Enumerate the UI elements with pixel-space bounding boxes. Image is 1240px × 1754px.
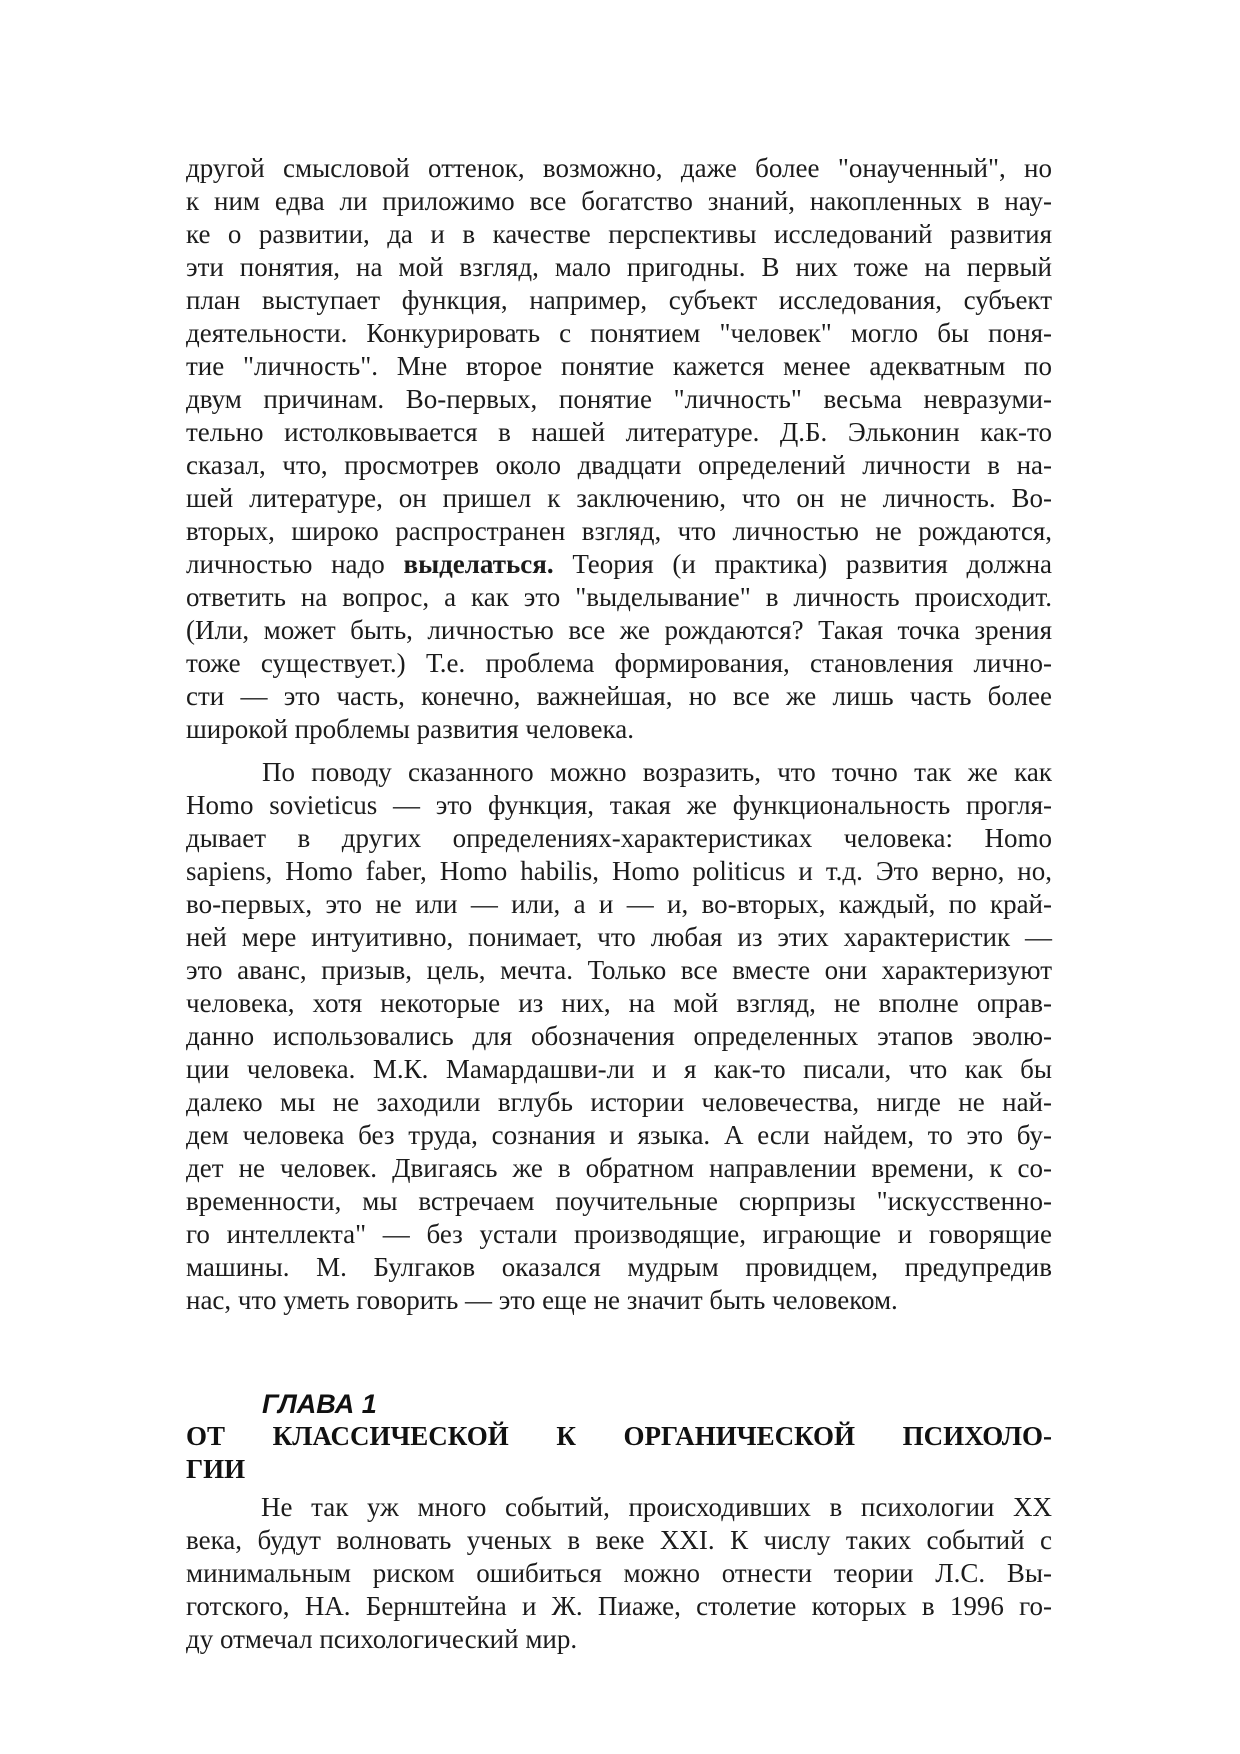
text-line: эти понятия, на мой взгляд, мало пригодны. В них тоже на первый xyxy=(186,252,1052,282)
text-line: вторых, широко распространен взгляд, что личностью не рождаются, xyxy=(186,516,1052,546)
text-line: это аванс, призыв, цель, мечта. Только все вместе они характеризуют xyxy=(186,955,1052,985)
bold-emphasis: выделаться. xyxy=(403,549,554,579)
text-line: тельно истолковывается в нашей литературе. Д.Б. Эльконин как-то xyxy=(186,417,1052,447)
text-line: Homo sovieticus — это функция, такая же функциональность прогля- xyxy=(186,790,1052,820)
text-line: тие "личность". Мне второе понятие кажется менее адекватным по xyxy=(186,351,1052,381)
text-line: машины. М. Булгаков оказался мудрым провидцем, предупредив xyxy=(186,1252,1052,1282)
paragraph-homo xyxy=(186,756,1052,1317)
chapter-title-line: ОТ КЛАССИЧЕСКОЙ К ОРГАНИЧЕСКОЙ ПСИХОЛО- xyxy=(186,1421,1052,1451)
text-line: дет не человек. Двигаясь же в обратном направлении времени, к со- xyxy=(186,1153,1052,1183)
text-line: века, будут волновать ученых в веке XXI. К числу таких событий с xyxy=(186,1525,1052,1555)
text-line: широкой проблемы развития человека. xyxy=(186,714,634,744)
text-line: По поводу сказанного можно возразить, что точно так же как xyxy=(262,757,1052,787)
text-line: sapiens, Homo faber, Homo habilis, Homo politicus и т.д. Это верно, но, xyxy=(186,856,1052,886)
text-line: ответить на вопрос, а как это "выделывание" в личность происходит. xyxy=(186,582,1052,612)
text-line: (Или, может быть, личностью все же рождаются? Такая точка зрения xyxy=(186,615,1052,645)
text-line: нас, что уметь говорить — это еще не значит быть человеком. xyxy=(186,1285,898,1315)
text-run: Теория (и практика) развития должна xyxy=(553,549,1053,579)
text-line: дывает в других определениях-характеристиках человека: Homo xyxy=(186,823,1052,853)
text-line: минимальным риском ошибиться можно отнести теории Л.С. Вы- xyxy=(186,1558,1052,1588)
text-line: ду отмечал психологический мир. xyxy=(186,1624,578,1654)
chapter-title xyxy=(186,1420,1052,1486)
text-line: Не так уж много событий, происходивших в психологии XX xyxy=(261,1492,1052,1522)
text-line: ней мере интуитивно, понимает, что любая из этих характеристик — xyxy=(186,922,1052,952)
text-line: шей литературе, он пришел к заключению, что он не личность. Во- xyxy=(186,483,1052,513)
paragraph-chapter-intro xyxy=(186,1491,1052,1656)
text-line: ке о развитии, да и в качестве перспективы исследований развития xyxy=(186,219,1052,249)
text-line: сказал, что, просмотрев около двадцати определений личности в на- xyxy=(186,450,1052,480)
text-line: дем человека без труда, сознания и языка. А если найдем, то это бу- xyxy=(186,1120,1052,1150)
chapter-label: ГЛАВА 1 xyxy=(262,1389,377,1419)
text-line: ции человека. М.К. Мамардашви-ли и я как-то писали, что как бы xyxy=(186,1054,1052,1084)
text-line: план выступает функция, например, субъект исследования, субъект xyxy=(186,285,1052,315)
text-line: временности, мы встречаем поучительные сюрпризы "искусственно- xyxy=(186,1186,1052,1216)
chapter-title-line: ГИИ xyxy=(186,1454,246,1484)
text-line: во-первых, это не или — или, а и — и, во-вторых, каждый, по край- xyxy=(186,889,1052,919)
text-line: другой смысловой оттенок, возможно, даже более "онаученный", но xyxy=(186,153,1052,183)
text-line: человека, хотя некоторые из них, на мой взгляд, не вполне оправ- xyxy=(186,988,1052,1018)
text-line: деятельности. Конкурировать с понятием "человек" могло бы поня- xyxy=(186,318,1052,348)
text-line: данно использовались для обозначения определенных этапов эволю- xyxy=(186,1021,1052,1051)
text-line: к ним едва ли приложимо все богатство знаний, накопленных в нау- xyxy=(186,186,1052,216)
text-line: двум причинам. Во-первых, понятие "личность" весьма невразуми- xyxy=(186,384,1052,414)
text-line: сти — это часть, конечно, важнейшая, но все же лишь часть более xyxy=(186,681,1052,711)
text-line: готского, НА. Бернштейна и Ж. Пиаже, столетие которых в 1996 го- xyxy=(186,1591,1052,1621)
text-line-with-emphasis xyxy=(186,548,1052,581)
text-line: го интеллекта" — без устали производящие, играющие и говорящие xyxy=(186,1219,1052,1249)
text-line: тоже существует.) Т.е. проблема формирования, становления лично- xyxy=(186,648,1052,678)
text-line: далеко мы не заходили вглубь истории человечества, нигде не най- xyxy=(186,1087,1052,1117)
paragraph-continuation xyxy=(186,152,1052,746)
text-run: личностью надо xyxy=(186,549,404,579)
